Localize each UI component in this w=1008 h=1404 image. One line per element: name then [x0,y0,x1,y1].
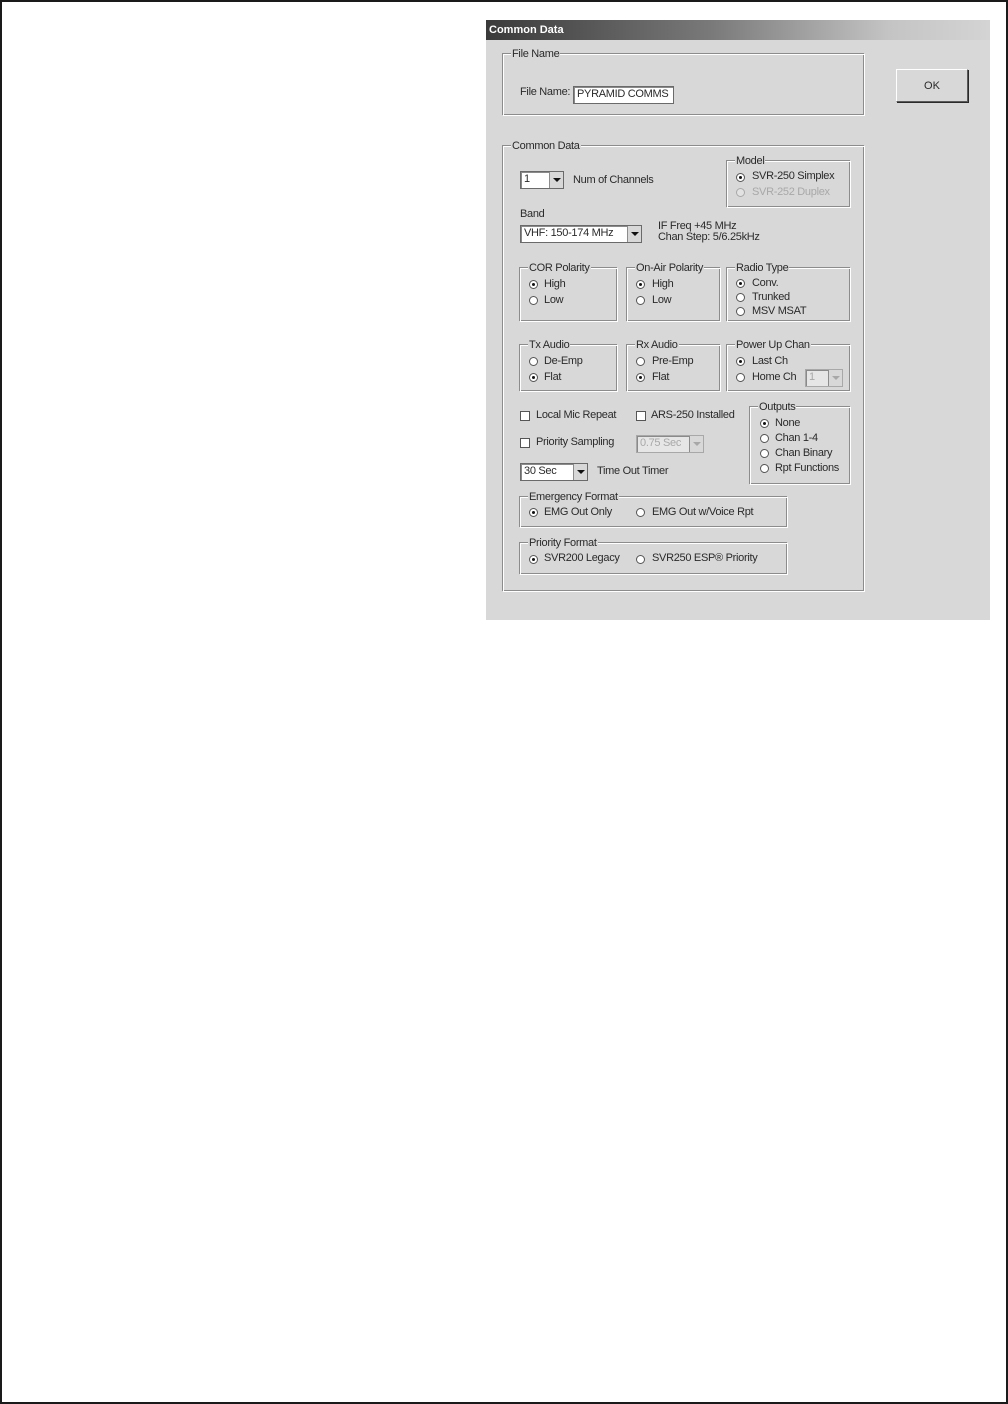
common-data-group-legend: Common Data [512,140,580,152]
radio-type-option-msat: MSV MSAT [752,305,807,317]
model-radio-duplex[interactable] [736,188,745,197]
priority-option-legacy: SVR200 Legacy [544,552,620,564]
cor-option-high: High [544,278,566,290]
on-air-radio-low[interactable] [636,296,645,305]
file-name-group-legend: File Name [512,48,560,60]
time-out-select[interactable] [520,463,588,481]
file-name-input[interactable]: PYRAMID COMMS [573,86,674,104]
radio-type-radio-msat[interactable] [736,307,745,316]
rx-audio-legend: Rx Audio [636,339,678,351]
radio-type-option-trunked: Trunked [752,291,790,303]
file-name-label: File Name: [520,86,571,98]
ok-button[interactable]: OK [896,69,968,102]
priority-radio-esp[interactable] [636,555,645,564]
outputs-radio-rpt[interactable] [760,464,769,473]
time-out-label: Time Out Timer [597,465,669,477]
radio-type-radio-trunked[interactable] [736,293,745,302]
ars-installed-checkbox[interactable] [636,411,646,421]
chevron-down-icon[interactable] [828,370,842,386]
on-air-option-low: Low [652,294,672,306]
home-channel-value: 1 [809,371,815,383]
radio-type-option-conv: Conv. [752,277,779,289]
model-option-duplex: SVR-252 Duplex [752,186,830,198]
num-channels-label: Num of Channels [573,174,654,186]
emergency-option-out-only: EMG Out Only [544,506,612,518]
model-group-legend: Model [736,155,765,167]
rx-audio-radio-preemp[interactable] [636,357,645,366]
on-air-polarity-legend: On-Air Polarity [636,262,704,274]
chevron-down-icon[interactable] [573,464,587,480]
rx-audio-option-preemp: Pre-Emp [652,355,694,367]
chevron-down-icon[interactable] [627,226,641,242]
priority-sampling-select[interactable] [636,435,704,453]
tx-audio-group [520,339,618,392]
band-value: VHF: 150-174 MHz [524,227,614,239]
home-channel-select[interactable] [805,369,843,387]
outputs-radio-none[interactable] [760,419,769,428]
outputs-option-chan14: Chan 1-4 [775,432,818,444]
band-select[interactable] [520,225,642,243]
emergency-option-voice-rpt: EMG Out w/Voice Rpt [652,506,754,518]
priority-option-esp: SVR250 ESP® Priority [652,552,758,564]
dialog-title-bar: Common Data [486,20,990,40]
emergency-format-legend: Emergency Format [529,491,618,503]
cor-option-low: Low [544,294,564,306]
ars-installed-label: ARS-250 Installed [651,409,735,421]
band-if-freq: IF Freq +45 MHz [658,220,737,232]
emergency-radio-voice-rpt[interactable] [636,508,645,517]
power-up-option-last: Last Ch [752,355,788,367]
rx-audio-radio-flat[interactable] [636,373,645,382]
on-air-polarity-group [627,262,721,322]
outputs-radio-binary[interactable] [760,449,769,458]
tx-audio-legend: Tx Audio [529,339,570,351]
outputs-legend: Outputs [759,401,796,413]
power-up-radio-last[interactable] [736,357,745,366]
priority-format-legend: Priority Format [529,537,597,549]
outputs-option-none: None [775,417,801,429]
cor-polarity-legend: COR Polarity [529,262,590,274]
power-up-radio-home[interactable] [736,373,745,382]
on-air-radio-high[interactable] [636,280,645,289]
local-mic-repeat-label: Local Mic Repeat [536,409,617,421]
priority-radio-legacy[interactable] [529,555,538,564]
band-label: Band [520,208,545,220]
tx-audio-radio-deemp[interactable] [529,357,538,366]
tx-audio-radio-flat[interactable] [529,373,538,382]
tx-audio-option-deemp: De-Emp [544,355,583,367]
priority-sampling-label: Priority Sampling [536,436,615,448]
num-channels-value: 1 [524,173,530,185]
band-chan-step: Chan Step: 5/6.25kHz [658,231,760,243]
power-up-chan-legend: Power Up Chan [736,339,810,351]
model-group [727,155,851,208]
chevron-down-icon[interactable] [689,436,703,452]
num-channels-select[interactable] [520,171,564,189]
priority-sampling-checkbox[interactable] [520,438,530,448]
chevron-down-icon[interactable] [549,172,563,188]
cor-radio-high[interactable] [529,280,538,289]
rx-audio-option-flat: Flat [652,371,670,383]
cor-radio-low[interactable] [529,296,538,305]
priority-sampling-value: 0.75 Sec [640,437,682,449]
radio-type-radio-conv[interactable] [736,279,745,288]
outputs-radio-chan14[interactable] [760,434,769,443]
time-out-value: 30 Sec [524,465,557,477]
outputs-option-rpt: Rpt Functions [775,462,839,474]
local-mic-repeat-checkbox[interactable] [520,411,530,421]
power-up-option-home: Home Ch [752,371,797,383]
emergency-radio-out-only[interactable] [529,508,538,517]
radio-type-legend: Radio Type [736,262,789,274]
common-data-dialog [486,20,990,620]
on-air-option-high: High [652,278,674,290]
model-radio-simplex[interactable] [736,173,745,182]
tx-audio-option-flat: Flat [544,371,562,383]
cor-polarity-group [520,262,618,322]
file-name-group [503,48,865,116]
rx-audio-group [627,339,721,392]
model-option-simplex: SVR-250 Simplex [752,170,835,182]
outputs-option-binary: Chan Binary [775,447,833,459]
